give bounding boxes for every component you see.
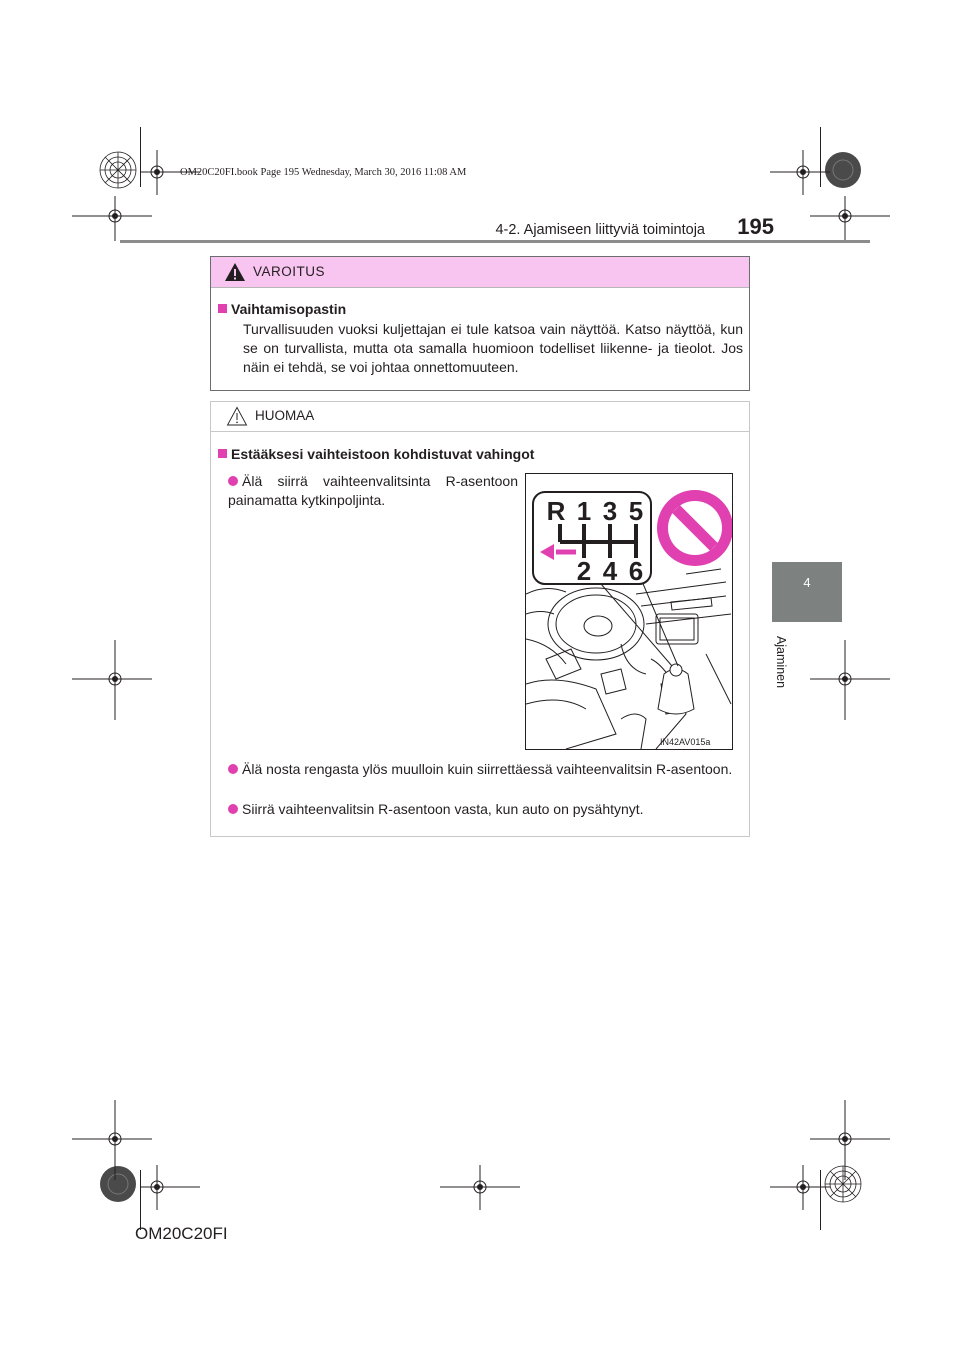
registration-mark-icon	[98, 150, 138, 190]
figure-code: IN42AV015a	[660, 737, 711, 747]
notice-subheading: Estääksesi vaihteistoon kohdistuvat vahingot	[218, 446, 534, 462]
warning-title: VAROITUS	[253, 264, 326, 279]
chapter-tab-number: 4	[803, 575, 811, 590]
square-bullet-icon	[218, 449, 227, 458]
crop-line	[140, 1170, 141, 1230]
gear-label-r: R	[546, 496, 566, 526]
crosshair-icon	[770, 1165, 830, 1210]
footer-code: OM20C20FI	[135, 1224, 228, 1243]
list-item: Älä siirrä vaihteenvalitsinta R-asentoon painamatta kytkinpoljinta.	[228, 473, 518, 508]
caution-triangle-icon	[226, 406, 248, 426]
bullet-icon	[228, 764, 238, 774]
chapter-tab[interactable]	[772, 562, 842, 622]
list-item: Siirrä vaihteenvalitsin R-asentoon vasta, kun auto on pysähtynyt.	[228, 800, 743, 819]
notice-title: HUOMAA	[255, 408, 315, 423]
gear-label-3: 3	[602, 496, 618, 526]
gear-label-5: 5	[628, 496, 644, 526]
header-rule	[120, 240, 870, 243]
bullet-icon	[228, 476, 238, 486]
gear-label-2: 2	[576, 556, 592, 586]
crop-line	[820, 1170, 821, 1230]
book-stamp: OM20C20FI.book Page 195 Wednesday, March 30, 2016 11:08 AM	[180, 167, 467, 178]
warning-triangle-icon	[224, 262, 246, 282]
warning-body: Turvallisuuden vuoksi kuljettajan ei tule katsoa vain näyttöä. Katso näyttöä, kun se on turvallista, mutta ota samalla huomioon todelliset liikenne- ja tieolot. Jos näin ei tehdä, se voi johtaa onnettomuuteen.	[243, 321, 743, 375]
crosshair-icon	[810, 640, 890, 720]
gear-label-6: 6	[628, 556, 644, 586]
crosshair-icon	[72, 196, 152, 241]
page-number: 195	[737, 214, 774, 239]
square-bullet-icon	[218, 304, 227, 313]
crosshair-icon	[440, 1165, 520, 1210]
gear-label-4: 4	[602, 556, 618, 586]
crosshair-icon	[770, 150, 830, 195]
bullet-icon	[228, 804, 238, 814]
gear-shift-illustration	[525, 473, 733, 750]
section-title: 4-2. Ajamiseen liittyviä toimintoja	[495, 222, 705, 238]
gear-label-1: 1	[576, 496, 592, 526]
crop-line	[820, 127, 821, 187]
crosshair-icon	[810, 196, 890, 241]
warning-subheading: Vaihtamisopastin	[218, 301, 346, 317]
chapter-tab-label: Ajaminen	[774, 635, 788, 689]
prohibited-icon	[657, 490, 732, 566]
list-item: Älä nosta rengasta ylös muulloin kuin siirrettäessä vaihteenvalitsin R-asentoon.	[228, 760, 743, 779]
crosshair-icon	[140, 1165, 200, 1210]
crosshair-icon	[72, 640, 152, 720]
crop-line	[140, 127, 141, 187]
